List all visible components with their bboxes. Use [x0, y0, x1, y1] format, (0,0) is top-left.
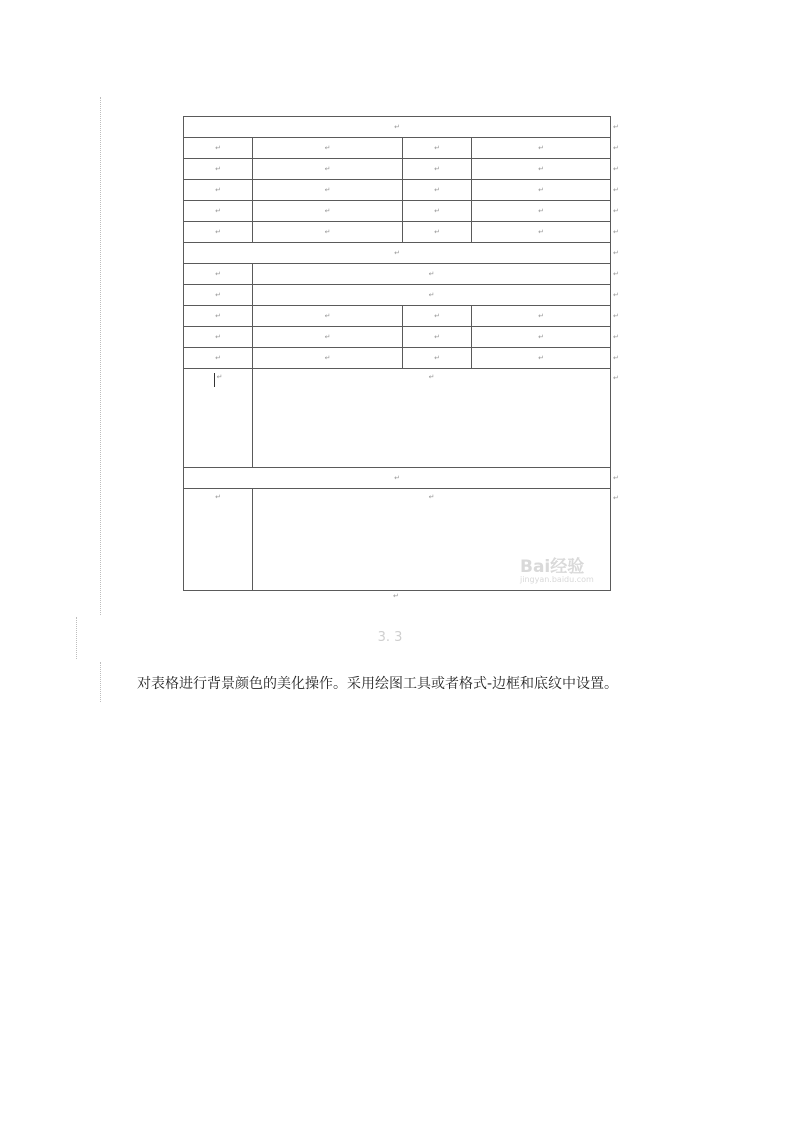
- cell-paragraph-mark: ↵: [215, 144, 221, 152]
- table-cell[interactable]: [472, 306, 611, 327]
- table-row: [184, 468, 611, 489]
- table-row: [184, 264, 611, 285]
- table-cell[interactable]: [403, 159, 472, 180]
- table-cell[interactable]: [472, 327, 611, 348]
- cell-paragraph-mark: ↵: [215, 354, 221, 362]
- table-cell[interactable]: [184, 369, 253, 468]
- table-cell[interactable]: [184, 201, 253, 222]
- table-cell[interactable]: [403, 348, 472, 369]
- cell-paragraph-mark: ↵: [428, 270, 435, 278]
- cell-paragraph-mark: ↵: [324, 144, 331, 152]
- table-cell[interactable]: [253, 222, 403, 243]
- row-end-mark: ↵: [613, 249, 619, 257]
- cell-paragraph-mark: ↵: [215, 291, 221, 299]
- table-cell[interactable]: [472, 201, 611, 222]
- table-cell[interactable]: [184, 348, 253, 369]
- text-cursor: [214, 373, 215, 387]
- table-cell[interactable]: [403, 222, 472, 243]
- row-end-mark: ↵: [613, 207, 619, 215]
- form-table: [183, 116, 611, 591]
- row-end-mark: ↵: [613, 474, 619, 482]
- form-table-wrapper: [183, 116, 619, 591]
- cell-paragraph-mark: ↵: [216, 373, 223, 381]
- cell-paragraph-mark: ↵: [215, 493, 221, 501]
- cell-paragraph-mark: ↵: [428, 373, 435, 381]
- table-cell[interactable]: [184, 264, 253, 285]
- table-cell[interactable]: [403, 327, 472, 348]
- table-cell[interactable]: [184, 285, 253, 306]
- cell-paragraph-mark: ↵: [215, 165, 221, 173]
- cell-paragraph-mark: ↵: [434, 333, 440, 341]
- margin-guide-top: [100, 97, 101, 615]
- cell-paragraph-mark: ↵: [434, 354, 440, 362]
- table-row: [184, 327, 611, 348]
- table-row: [184, 369, 611, 468]
- table-cell[interactable]: [184, 159, 253, 180]
- cell-paragraph-mark: ↵: [215, 186, 221, 194]
- table-cell[interactable]: [184, 117, 611, 138]
- cell-paragraph-mark: ↵: [428, 493, 435, 501]
- table-row: [184, 243, 611, 264]
- paragraph-mark: ↵: [393, 592, 399, 600]
- table-row: [184, 138, 611, 159]
- table-cell[interactable]: [472, 348, 611, 369]
- margin-guide-mid: [76, 617, 77, 659]
- cell-paragraph-mark: ↵: [434, 312, 440, 320]
- cell-paragraph-mark: ↵: [324, 207, 331, 215]
- watermark-brand: Bai经验: [520, 557, 585, 577]
- table-cell[interactable]: [403, 201, 472, 222]
- table-row: [184, 222, 611, 243]
- row-end-mark: ↵: [613, 228, 619, 236]
- cell-paragraph-mark: ↵: [215, 312, 221, 320]
- cell-paragraph-mark: ↵: [434, 165, 440, 173]
- table-row: [184, 117, 611, 138]
- cell-paragraph-mark: ↵: [538, 228, 544, 236]
- margin-guide-bottom: [100, 662, 101, 702]
- row-end-mark: ↵: [613, 333, 619, 341]
- cell-paragraph-mark: ↵: [538, 207, 544, 215]
- cell-paragraph-mark: ↵: [434, 228, 440, 236]
- table-cell[interactable]: [253, 264, 611, 285]
- row-end-mark: ↵: [613, 144, 619, 152]
- cell-paragraph-mark: ↵: [538, 354, 544, 362]
- cell-paragraph-mark: ↵: [215, 207, 221, 215]
- row-end-mark: ↵: [613, 291, 619, 299]
- watermark-url: jingyan.baidu.com: [520, 575, 594, 584]
- table-cell[interactable]: [253, 159, 403, 180]
- table-cell[interactable]: [253, 180, 403, 201]
- cell-paragraph-mark: ↵: [215, 333, 221, 341]
- table-cell[interactable]: [184, 138, 253, 159]
- cell-paragraph-mark: ↵: [394, 123, 400, 131]
- table-cell[interactable]: [184, 468, 611, 489]
- table-cell[interactable]: [253, 285, 611, 306]
- cell-paragraph-mark: ↵: [538, 333, 544, 341]
- table-row: [184, 201, 611, 222]
- cell-paragraph-mark: ↵: [215, 270, 221, 278]
- table-cell[interactable]: [253, 369, 611, 468]
- table-row: [184, 159, 611, 180]
- table-cell[interactable]: [253, 327, 403, 348]
- table-cell[interactable]: [184, 222, 253, 243]
- cell-paragraph-mark: ↵: [324, 228, 331, 236]
- row-end-mark: ↵: [613, 270, 619, 278]
- cell-paragraph-mark: ↵: [324, 333, 331, 341]
- cell-paragraph-mark: ↵: [538, 186, 544, 194]
- baidu-jingyan-watermark: [520, 552, 612, 598]
- table-cell[interactable]: [472, 138, 611, 159]
- row-end-mark: ↵: [613, 165, 619, 173]
- table-cell[interactable]: [184, 327, 253, 348]
- cell-paragraph-mark: ↵: [538, 165, 544, 173]
- cell-paragraph-mark: ↵: [324, 165, 331, 173]
- cell-paragraph-mark: ↵: [434, 144, 440, 152]
- cell-paragraph-mark: ↵: [324, 312, 331, 320]
- row-end-mark: ↵: [613, 354, 619, 362]
- row-end-mark: ↵: [613, 186, 619, 194]
- cell-paragraph-mark: ↵: [394, 249, 400, 257]
- cell-paragraph-mark: ↵: [434, 186, 440, 194]
- table-row: [184, 348, 611, 369]
- table-cell[interactable]: [472, 159, 611, 180]
- table-cell[interactable]: [253, 201, 403, 222]
- table-cell[interactable]: [184, 180, 253, 201]
- table-cell[interactable]: [472, 180, 611, 201]
- table-cell[interactable]: [403, 138, 472, 159]
- cell-paragraph-mark: ↵: [394, 474, 400, 482]
- table-cell[interactable]: [253, 306, 403, 327]
- table-cell[interactable]: [472, 222, 611, 243]
- row-end-mark: ↵: [613, 374, 619, 382]
- table-row: [184, 180, 611, 201]
- table-row: [184, 285, 611, 306]
- cell-paragraph-mark: ↵: [538, 312, 544, 320]
- table-cell[interactable]: [253, 138, 403, 159]
- cell-paragraph-mark: ↵: [324, 186, 331, 194]
- table-cell[interactable]: [403, 306, 472, 327]
- step-caption: 3. 3: [377, 630, 403, 645]
- cell-paragraph-mark: ↵: [215, 228, 221, 236]
- table-cell[interactable]: [184, 306, 253, 327]
- row-end-mark: ↵: [613, 312, 619, 320]
- cell-paragraph-mark: ↵: [538, 144, 544, 152]
- table-cell[interactable]: [403, 180, 472, 201]
- cell-paragraph-mark: ↵: [434, 207, 440, 215]
- row-end-mark: ↵: [613, 494, 619, 502]
- table-row: [184, 306, 611, 327]
- table-cell[interactable]: [184, 243, 611, 264]
- row-end-mark: ↵: [613, 123, 619, 131]
- cell-paragraph-mark: ↵: [324, 354, 331, 362]
- instruction-paragraph: 对表格进行背景颜色的美化操作。采用绘图工具或者格式-边框和底纹中设置。: [137, 676, 619, 692]
- cell-paragraph-mark: ↵: [428, 291, 435, 299]
- table-cell[interactable]: [184, 489, 253, 591]
- table-cell[interactable]: [253, 348, 403, 369]
